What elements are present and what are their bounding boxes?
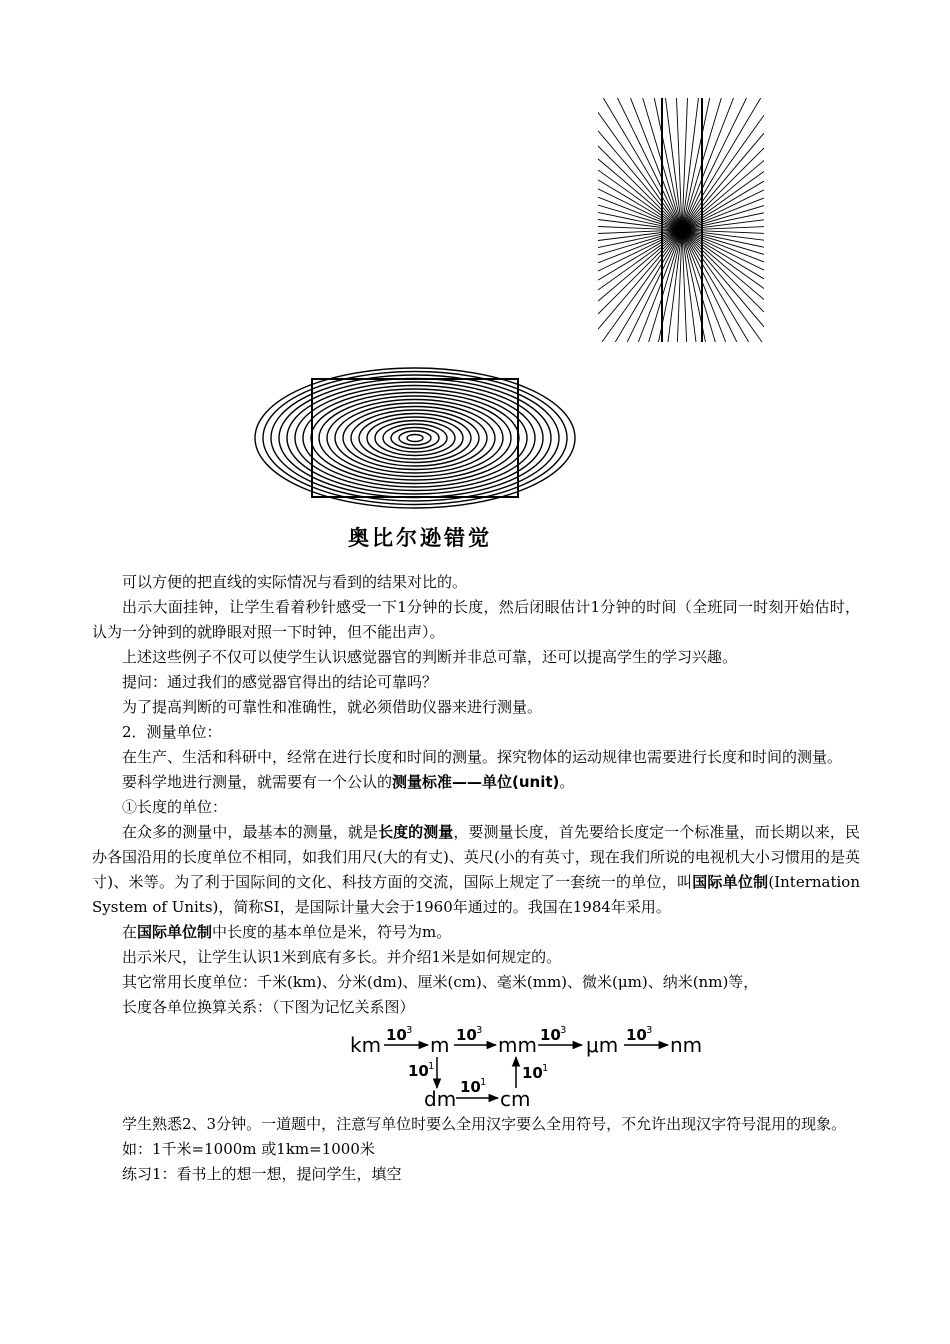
paragraph: 如：1千米=1000m 或1km=1000米	[122, 1140, 375, 1158]
bold-term: 国际单位制	[137, 923, 213, 941]
exponent-m-dm: 1	[428, 1061, 435, 1072]
section-heading: 2．测量单位：	[122, 723, 222, 741]
paragraph: 在生产、生活和科研中，经常在进行长度和时间的测量。探究物体的运动规律也需要进行长度和时间的测量。	[122, 748, 843, 766]
paragraph: 为了提高判断的可靠性和准确性，就必须借助仪器来进行测量。	[122, 698, 543, 716]
factor-m-mm: 10	[456, 1026, 477, 1044]
paragraph: 出示大面挂钟，让学生看着秒针感受一下1分钟的长度，然后闭眼估计1分钟的时间（全班同一时刻开始估时，认为一分钟到的就睁眼对照一下时钟，但不能出声）。	[92, 598, 860, 641]
unit-mm: mm	[498, 1033, 537, 1057]
text-run: 要科学地进行测量，就需要有一个公认的	[122, 773, 393, 791]
concentric-ellipse	[295, 386, 535, 491]
paragraph: 提问：通过我们的感觉器官得出的结论可靠吗？	[122, 673, 438, 691]
concentric-ellipse	[263, 372, 567, 505]
exponent-cm-mm: 1	[542, 1063, 549, 1074]
text-run: 在	[122, 923, 138, 941]
body-text	[92, 570, 860, 1187]
concentric-ellipse	[303, 389, 527, 487]
unit-m: m	[430, 1033, 450, 1057]
unit-nm: nm	[670, 1033, 703, 1057]
bold-term: 长度的测量	[378, 823, 454, 841]
paragraph	[92, 820, 860, 920]
text-run: 。	[559, 773, 575, 791]
unit-conversion-diagram	[350, 1026, 720, 1110]
unit-cm: cm	[500, 1087, 531, 1110]
paragraph: 出示米尺，让学生认识1米到底有多长。并介绍1米是如何规定的。	[122, 948, 562, 966]
concentric-ellipse	[319, 396, 511, 480]
paragraph	[92, 920, 860, 945]
paragraph: 上述这些例子不仅可以使学生认识感觉器官的判断并非总可靠，还可以提高学生的学习兴趣。	[122, 648, 738, 666]
factor-dm-cm: 10	[460, 1078, 481, 1096]
paragraph: 其它常用长度单位：千米(km)、分米(dm)、厘米(cm)、毫米(mm)、微米(μm)、纳米(nm)等，	[122, 973, 759, 991]
factor-mm-um: 10	[540, 1026, 561, 1044]
concentric-ellipse	[399, 431, 431, 445]
factor-cm-mm: 10	[522, 1064, 543, 1082]
concentric-ellipse	[375, 421, 455, 456]
exponent-mm-um: 3	[560, 1026, 567, 1036]
concentric-ellipse	[271, 375, 559, 501]
text-run: 中长度的基本单位是米，符号为m。	[212, 923, 452, 941]
exponent-m-mm: 3	[476, 1026, 483, 1036]
exponent-km-m: 3	[406, 1026, 413, 1036]
radiating-line	[603, 98, 748, 342]
factor-km-m: 10	[386, 1026, 407, 1044]
paragraph: 可以方便的把直线的实际情况与看到的结果对比的。	[122, 573, 468, 591]
text-run: ，要测量长度，首先要给长度定一个标准量，而长期以来，民办各国沿用的长度单位不相同，如我们用尺(大的有丈)、英尺(小的有英寸，现在我们所说的电视机大小习惯用的是英寸)、米等。为了利于国际间的文化、科技方面的交流，国际上规定了一套统一的单位，叫	[92, 823, 860, 891]
paragraph: 长度各单位换算关系：（下图为记忆关系图）	[122, 998, 415, 1016]
concentric-ellipse	[383, 424, 447, 452]
paragraph: 练习1：看书上的想一想，提问学生，填空	[122, 1165, 402, 1183]
radiating-line	[615, 98, 760, 342]
unit-km: km	[350, 1033, 382, 1057]
illusion-caption: 奥比尔逊错觉	[348, 526, 492, 550]
concentric-ellipse	[407, 435, 423, 442]
text-run: (Internation System of Units)，简称SI，是国际计量大会于1960年通过的。我国在1984年采用。	[92, 873, 860, 916]
bold-term: 测量标准——单位(unit)	[392, 773, 560, 791]
unit-dm: dm	[424, 1087, 457, 1110]
exponent-dm-cm: 1	[480, 1077, 487, 1088]
concentric-ellipse	[287, 382, 543, 494]
concentric-ellipse	[351, 410, 479, 466]
concentric-ellipse	[343, 407, 487, 470]
concentric-ellipse	[327, 400, 503, 477]
text-run: 在众多的测量中，最基本的测量，就是	[122, 823, 379, 841]
subheading: ①长度的单位：	[122, 798, 228, 816]
factor-um-nm: 10	[626, 1026, 647, 1044]
exponent-um-nm: 3	[646, 1026, 653, 1036]
radiating-lines-illusion-figure	[598, 98, 764, 342]
orbison-illusion-figure	[252, 366, 578, 510]
paragraph	[92, 770, 860, 795]
unit-um: μm	[586, 1033, 619, 1057]
paragraph: 学生熟悉2、3分钟。一道题中，注意写单位时要么全用汉字要么全用符号，不允许出现汉字符号混用的现象。	[122, 1115, 847, 1133]
concentric-ellipse	[367, 417, 463, 459]
bold-term: 国际单位制	[692, 873, 769, 891]
factor-m-dm: 10	[408, 1062, 429, 1080]
